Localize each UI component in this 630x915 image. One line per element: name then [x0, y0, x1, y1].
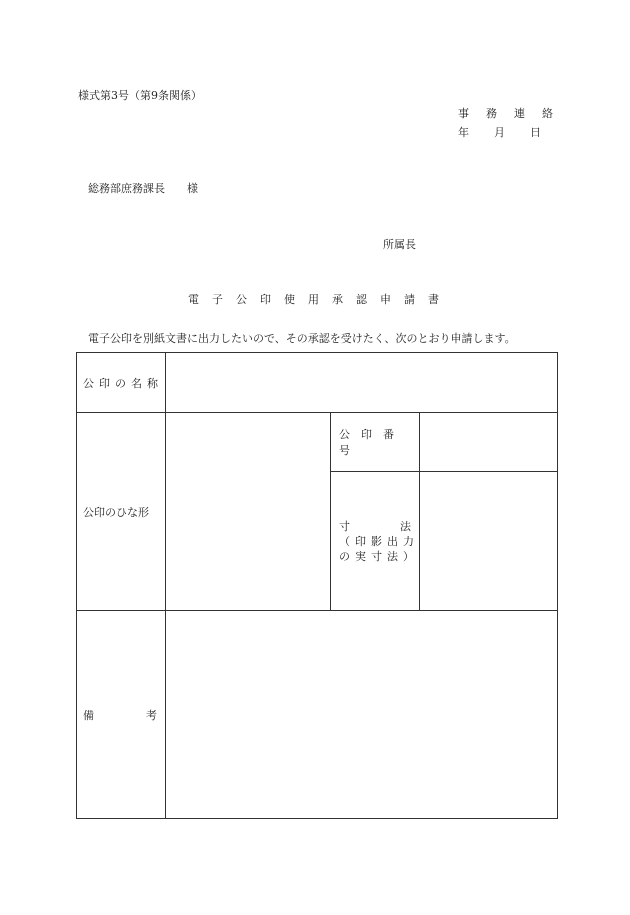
size-label-right: 法 [400, 519, 411, 533]
date-line [458, 123, 570, 142]
remarks-label-left: 備 [83, 708, 94, 722]
seal-name-row [77, 353, 558, 413]
form-number: 様式第3号（第9条関係） [78, 89, 202, 102]
recipient-name: 総務部庶務課長 [88, 182, 165, 195]
size-field[interactable] [420, 472, 558, 611]
seal-number-label: 公印番号 [331, 413, 420, 472]
size-label-line2: （印影出力 [339, 534, 419, 548]
notice-char: 絡 [542, 107, 553, 120]
seal-number-field[interactable] [420, 413, 558, 472]
intro-text: 電子公印を別紙文書に出力したいので、その承認を受けたく、次のとおり申請します。 [88, 332, 516, 345]
seal-name-field[interactable] [166, 353, 558, 413]
remarks-label-right: 考 [146, 708, 157, 722]
application-table [76, 352, 558, 819]
seal-impression-label: 公印のひな形 [77, 413, 166, 611]
size-label-line3: の実寸法） [339, 549, 419, 563]
date-month: 月 [494, 126, 505, 139]
header-block [458, 104, 570, 142]
date-day: 日 [530, 126, 541, 139]
notice-char: 務 [486, 107, 497, 120]
remarks-field[interactable] [166, 611, 558, 819]
remarks-row [77, 611, 558, 819]
seal-impression-area[interactable] [166, 413, 331, 611]
notice-label [458, 104, 570, 123]
size-label [331, 472, 420, 611]
remarks-label [77, 611, 166, 819]
seal-number-row [77, 413, 558, 472]
document-title: 電子公印使用承認申請書 [188, 293, 452, 306]
date-year: 年 [458, 126, 469, 139]
recipient [88, 180, 198, 196]
sender: 所属長 [383, 238, 416, 251]
seal-name-label: 公印の名称 [77, 353, 166, 413]
notice-char: 事 [458, 107, 469, 120]
size-label-left: 寸 [339, 519, 350, 533]
notice-char: 連 [514, 107, 525, 120]
recipient-honorific: 様 [187, 182, 198, 195]
